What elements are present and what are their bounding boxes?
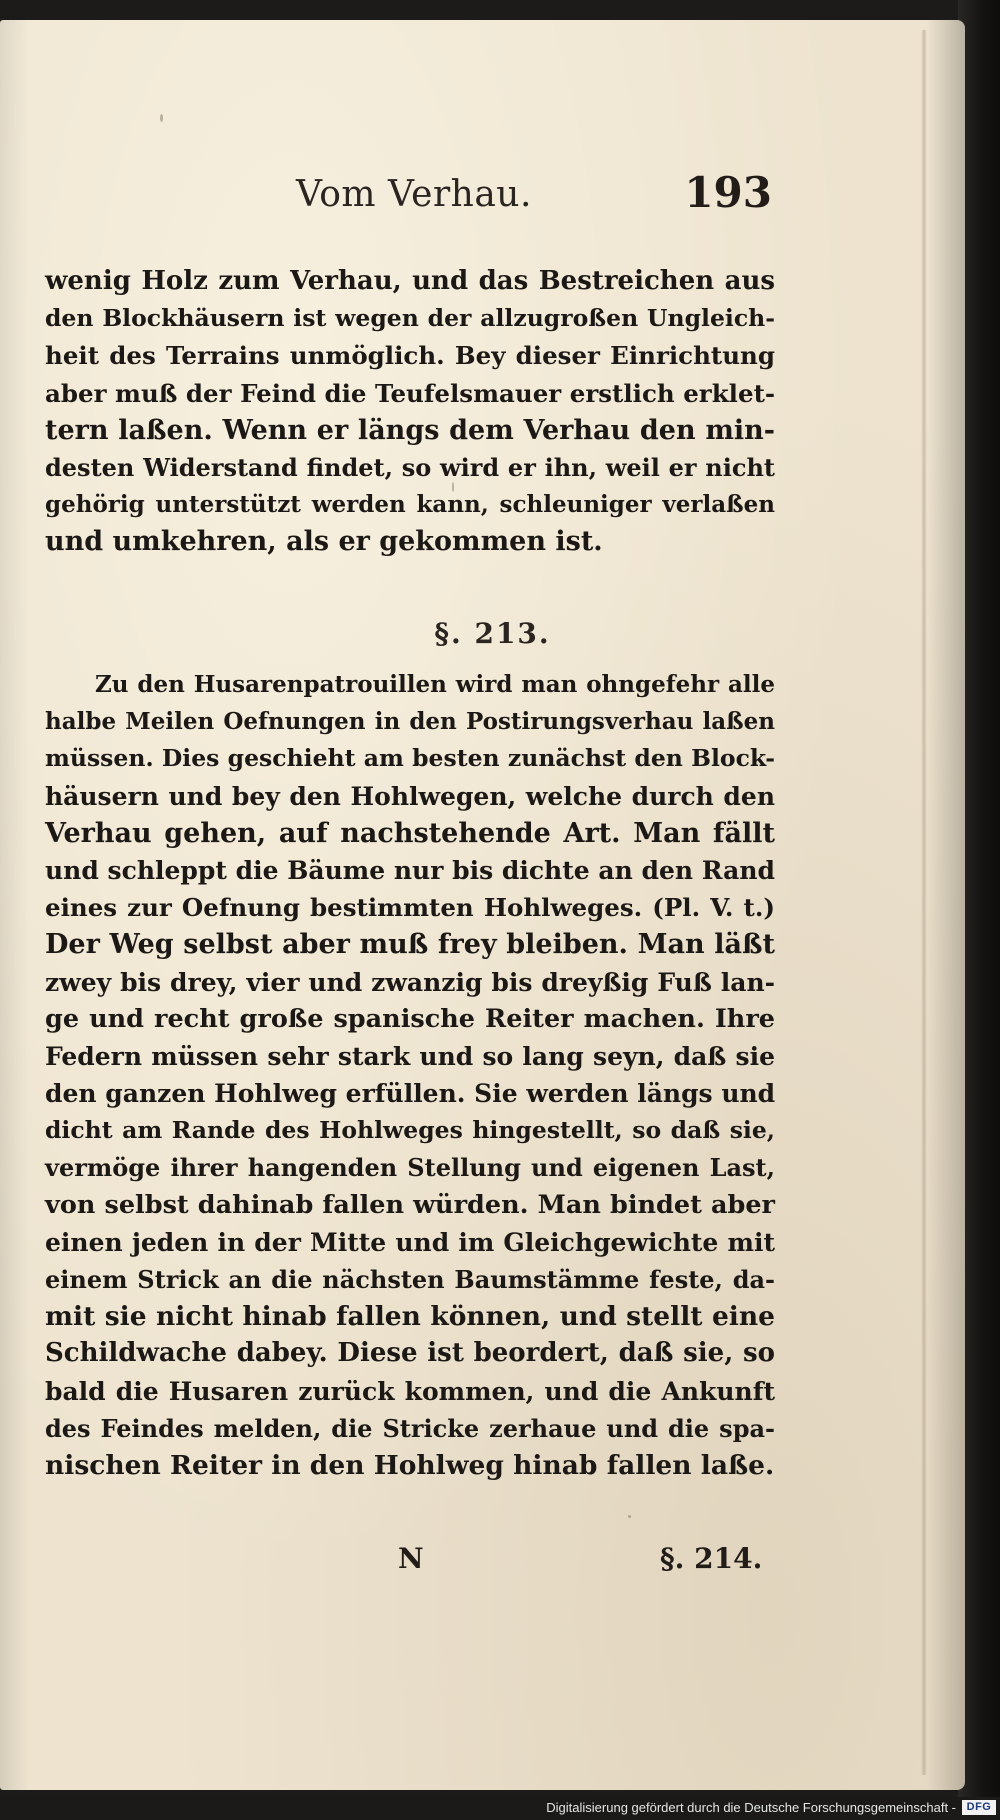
text-line: zwey bis drey, vier und zwanzig bis dreyßig Fuß lan-: [45, 967, 775, 997]
running-title: Vom Verhau.: [296, 174, 532, 215]
text-line: und schleppt die Bäume nur bis dichte an den Rand: [45, 855, 775, 885]
text-line: Verhau gehen, auf nachstehende Art. Man fällt: [45, 817, 775, 849]
page-header: [0, 168, 965, 238]
text-line: halbe Meilen Oefnungen in den Postirungsverhau laßen: [45, 708, 775, 736]
section-heading: §. 213.: [434, 617, 551, 650]
text-line: einem Strick an die nächsten Baumstämme feste, da-: [45, 1265, 775, 1294]
text-line: des Feindes melden, die Stricke zerhaue und die spa-: [45, 1413, 775, 1443]
digitization-note: Digitalisierung gefördert durch die Deutsche Forschungsgemeinschaft -: [546, 1800, 956, 1815]
text-line: ge und recht große spanische Reiter machen. Ihre: [45, 1003, 775, 1034]
text-line: häusern und bey den Hohlwegen, welche durch den: [45, 781, 775, 811]
text-line: desten Widerstand findet, so wird er ihn, weil er nicht: [45, 452, 775, 482]
text-line: Der Weg selbst aber muß frey bleiben. Man läßt: [45, 929, 775, 961]
text-line: mit sie nicht hinab fallen können, und stellt eine: [45, 1301, 775, 1333]
text-line: einen jeden in der Mitte und im Gleichgewichte mit: [45, 1227, 775, 1257]
text-line: und umkehren, als er gekommen ist.: [45, 526, 603, 558]
text-line: wenig Holz zum Verhau, und das Bestreichen aus: [45, 266, 775, 296]
text-line: tern laßen. Wenn er längs dem Verhau den min-: [45, 414, 775, 446]
text-line: von selbst dahinab fallen würden. Man bindet aber: [45, 1189, 775, 1220]
text-line: heit des Terrains unmöglich. Bey dieser Einrichtung: [45, 341, 775, 371]
text-line: gehörig unterstützt werden kann, schleuniger verlaßen: [45, 491, 775, 519]
text-line: vermöge ihrer hangenden Stellung und eigenen Last,: [45, 1153, 775, 1183]
dfg-logo-icon: DFG: [962, 1800, 996, 1815]
catchword: §. 214.: [660, 1542, 763, 1575]
page-number: 193: [684, 168, 772, 217]
text-line: nischen Reiter in den Hohlweg hinab fallen laße.: [45, 1449, 775, 1481]
text-line: dicht am Rande des Hohlweges hingestellt, so daß sie,: [45, 1116, 775, 1145]
digitization-banner: [0, 1797, 1000, 1820]
text-line: bald die Husaren zurück kommen, und die Ankunft: [45, 1376, 775, 1406]
text-line: Schildwache dabey. Diese ist beordert, daß sie, so: [45, 1338, 775, 1369]
text-line: Federn müssen sehr stark und so lang seyn, daß sie: [45, 1041, 775, 1071]
paragraph-continued: [45, 263, 775, 561]
text-line: Zu den Husarenpatrouillen wird man ohngefehr alle: [95, 671, 775, 698]
page-footer: [0, 1542, 965, 1592]
text-line: aber muß der Feind die Teufelsmauer erstlich erklet-: [45, 378, 776, 408]
page-fold-shadow: [921, 30, 927, 1775]
text-line: den ganzen Hohlweg erfüllen. Sie werden längs und: [45, 1079, 776, 1109]
signature-mark: N: [398, 1542, 424, 1575]
text-line: müssen. Dies geschieht am besten zunächst den Block-: [45, 744, 775, 773]
book-page: [0, 20, 965, 1790]
text-line: den Blockhäusern ist wegen der allzugroßen Ungleich-: [45, 304, 775, 333]
text-line: eines zur Oefnung bestimmten Hohlweges. (Pl. V. t.): [45, 893, 775, 923]
paragraph-section-213: [45, 666, 775, 1484]
